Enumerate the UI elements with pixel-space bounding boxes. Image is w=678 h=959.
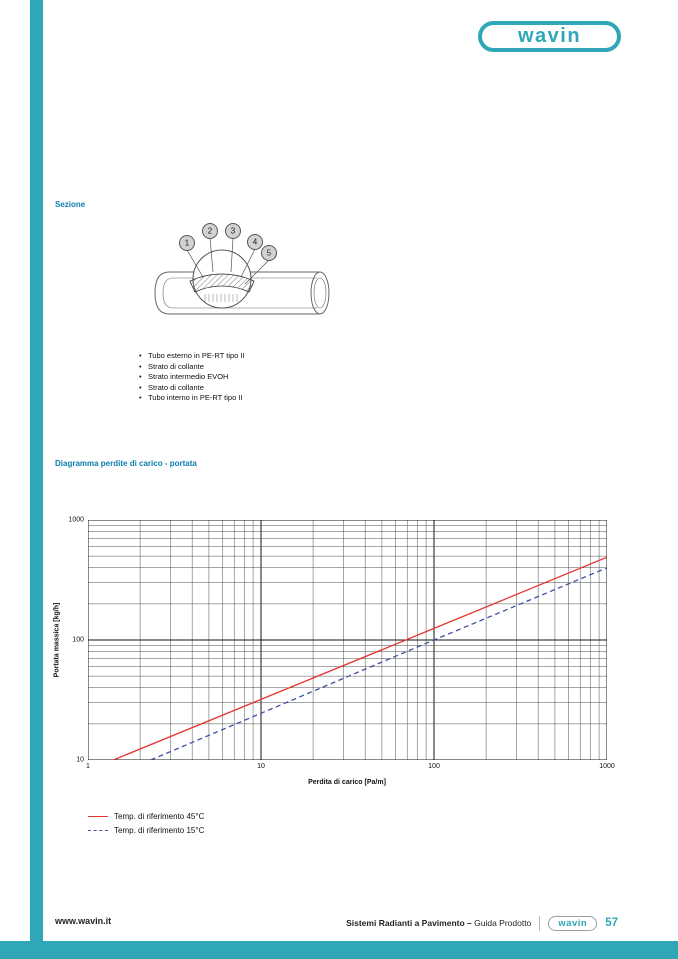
x-tick-label: 1 bbox=[86, 763, 90, 770]
x-tick-label: 1000 bbox=[599, 763, 615, 770]
svg-text:1: 1 bbox=[184, 238, 190, 248]
pressure-loss-chart bbox=[68, 516, 615, 770]
section-title-diagram: Diagramma perdite di carico - portata bbox=[55, 459, 197, 468]
left-accent-bar bbox=[30, 0, 43, 959]
footer-wavin-logo-text: wavin bbox=[558, 917, 588, 929]
x-axis-label: Perdita di carico [Pa/m] bbox=[308, 779, 386, 786]
bullet-item: • Strato di collante bbox=[137, 362, 245, 373]
legend-dashed-line-sample bbox=[88, 830, 108, 831]
footer-website: www.wavin.it bbox=[55, 916, 112, 926]
x-tick-label: 100 bbox=[428, 763, 440, 770]
y-axis-label: Portata massica [kg/h] bbox=[53, 602, 61, 678]
svg-text:4: 4 bbox=[252, 237, 258, 247]
chart-plot-area bbox=[88, 520, 607, 760]
wavin-logo bbox=[478, 21, 621, 52]
legend-solid-line-sample bbox=[88, 816, 108, 817]
chart-legend bbox=[88, 812, 204, 840]
footer-doc-title-bold: Sistemi Radianti a Pavimento – bbox=[346, 918, 472, 928]
legend-label: Temp. di riferimento 45°C bbox=[114, 812, 205, 821]
section-bullets bbox=[137, 351, 245, 404]
bullet-item: • Tubo interno in PE-RT tipo II bbox=[137, 393, 245, 404]
footer-doc-title-regular: Guida Prodotto bbox=[471, 918, 532, 928]
footer-wavin-logo bbox=[548, 916, 597, 931]
footer-right-group bbox=[346, 913, 618, 933]
section-title-sezione: Sezione bbox=[55, 200, 86, 209]
bottom-accent-bar bbox=[0, 941, 678, 959]
footer-separator bbox=[539, 916, 540, 931]
y-tick-label: 100 bbox=[72, 636, 84, 644]
svg-text:5: 5 bbox=[266, 248, 272, 258]
legend-item bbox=[88, 812, 204, 821]
page-number: 57 bbox=[605, 917, 618, 929]
x-tick-label: 10 bbox=[257, 763, 265, 770]
svg-text:3: 3 bbox=[230, 226, 236, 236]
svg-text:2: 2 bbox=[207, 226, 213, 236]
bullet-item: • Strato intermedio EVOH bbox=[137, 372, 245, 383]
y-tick-label: 1000 bbox=[68, 516, 84, 524]
footer-doc-title bbox=[346, 918, 531, 928]
pipe-section-drawing bbox=[145, 222, 335, 340]
legend-label: Temp. di riferimento 15°C bbox=[114, 826, 205, 835]
legend-item bbox=[88, 826, 204, 835]
wavin-logo-text: wavin bbox=[517, 25, 582, 47]
y-tick-label: 10 bbox=[76, 756, 84, 764]
bullet-item: • Strato di collante bbox=[137, 383, 245, 394]
bullet-item: • Tubo esterno in PE-RT tipo II bbox=[137, 351, 245, 362]
